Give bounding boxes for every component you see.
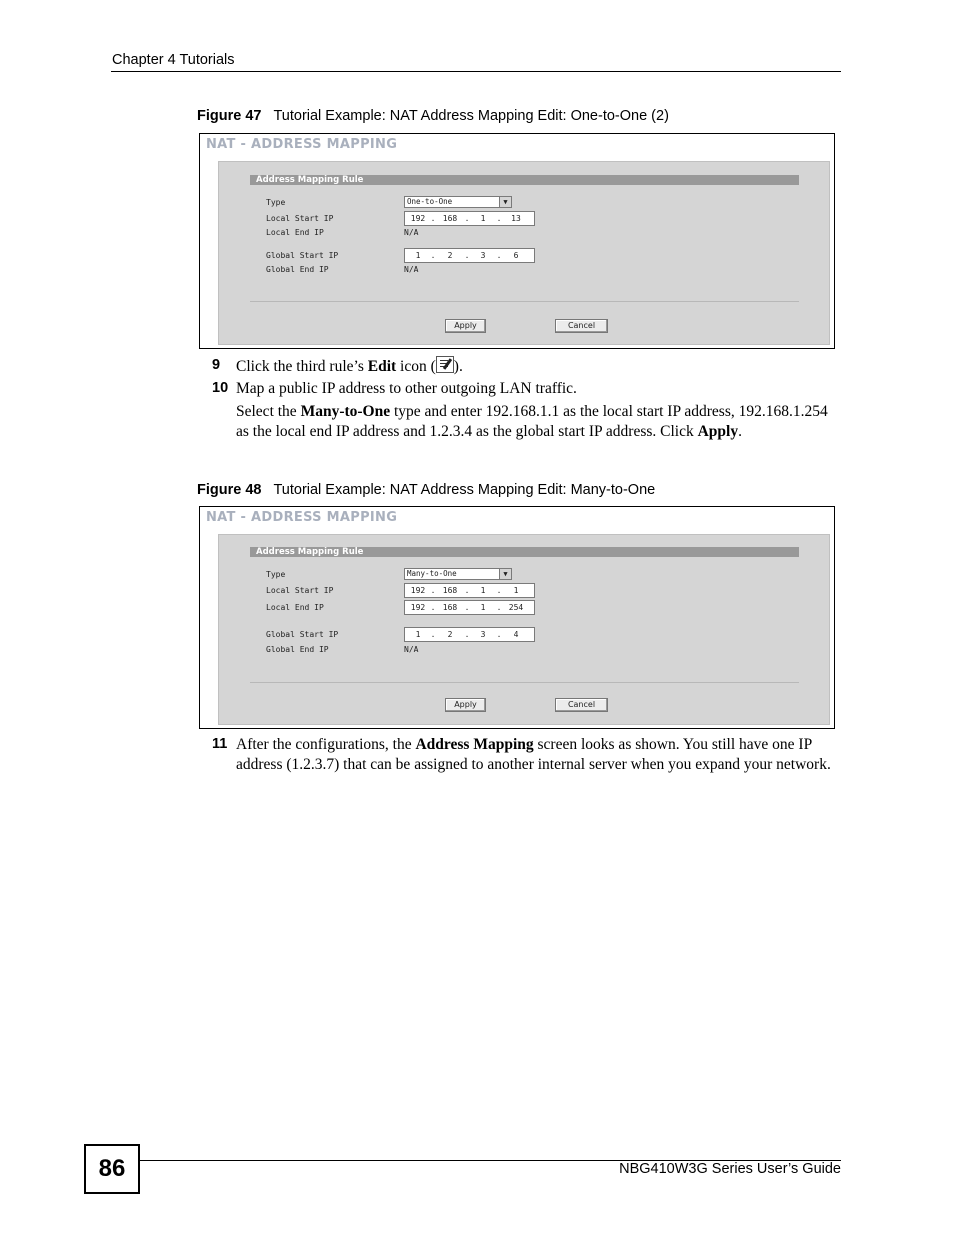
header-rule <box>111 71 841 72</box>
figure-47-screenshot <box>199 133 835 349</box>
ip-dot: . <box>496 630 502 639</box>
local-start-ip-field[interactable] <box>404 583 535 598</box>
global-start-ip-field[interactable] <box>404 248 535 263</box>
ip-dot: . <box>464 630 470 639</box>
ip-octet-2[interactable]: 2 <box>447 251 453 260</box>
figure-48-screenshot <box>199 506 835 729</box>
type-select-value: One-to-One <box>407 197 453 206</box>
divider <box>250 682 799 683</box>
global-end-value: N/A <box>404 265 419 274</box>
ip-octet-1[interactable]: 192 <box>410 603 426 612</box>
divider <box>250 301 799 302</box>
step-10-many-to-one: Many-to-One <box>300 403 391 420</box>
ip-octet-1[interactable]: 1 <box>415 630 421 639</box>
step-11-text <box>236 735 841 775</box>
ip-dot: . <box>464 586 470 595</box>
figure-47-caption-text: Tutorial Example: NAT Address Mapping Edit: One-to-One (2) <box>273 108 669 124</box>
ip-dot: . <box>496 586 502 595</box>
step-10-text: Map a public IP address to other outgoing LAN traffic. <box>236 380 577 397</box>
ip-octet-2[interactable]: 168 <box>442 603 458 612</box>
figure-47-caption <box>197 108 669 124</box>
ip-dot: . <box>430 603 436 612</box>
step-10-number: 10 <box>212 380 229 396</box>
screen-title: NAT - ADDRESS MAPPING <box>206 137 398 152</box>
chevron-down-icon[interactable]: ▼ <box>499 197 511 207</box>
ip-octet-3[interactable]: 1 <box>480 214 486 223</box>
global-end-label: Global End IP <box>266 645 329 654</box>
apply-button[interactable]: Apply <box>445 319 486 333</box>
step-11-number: 11 <box>212 736 228 752</box>
local-end-label: Local End IP <box>266 603 324 612</box>
apply-button[interactable]: Apply <box>445 698 486 712</box>
mapping-panel <box>218 161 830 345</box>
ip-dot: . <box>430 630 436 639</box>
guide-title: NBG410W3G Series User’s Guide <box>619 1161 841 1177</box>
ip-dot: . <box>464 214 470 223</box>
step-10-paragraph-a: Select the <box>236 403 301 420</box>
screen-title: NAT - ADDRESS MAPPING <box>206 510 398 525</box>
step-9-text-a: Click the third rule’s <box>236 358 368 375</box>
local-end-value: N/A <box>404 228 419 237</box>
type-select[interactable] <box>404 196 512 208</box>
ip-octet-2[interactable]: 168 <box>442 214 458 223</box>
figure-47-label: Figure 47 <box>197 108 262 124</box>
step-10-apply-word: Apply <box>697 423 739 440</box>
ip-octet-2[interactable]: 2 <box>447 630 453 639</box>
ip-octet-3[interactable]: 1 <box>480 586 486 595</box>
ip-octet-4[interactable]: 6 <box>513 251 519 260</box>
figure-48-caption-text: Tutorial Example: NAT Address Mapping Edit: Many-to-One <box>273 482 656 498</box>
step-9-text <box>236 356 841 377</box>
step-11-address-mapping: Address Mapping <box>415 736 534 753</box>
ip-octet-4[interactable]: 254 <box>508 603 524 612</box>
figure-48-label: Figure 48 <box>197 482 262 498</box>
type-label: Type <box>266 570 286 579</box>
figure-48-caption <box>197 482 655 498</box>
cancel-button[interactable]: Cancel <box>555 698 608 712</box>
ip-octet-1[interactable]: 192 <box>410 214 426 223</box>
local-end-ip-field[interactable] <box>404 600 535 615</box>
local-start-label: Local Start IP <box>266 214 334 223</box>
ip-dot: . <box>430 214 436 223</box>
ip-octet-4[interactable]: 1 <box>513 586 519 595</box>
ip-octet-1[interactable]: 192 <box>410 586 426 595</box>
ip-octet-3[interactable]: 3 <box>480 630 486 639</box>
ip-octet-3[interactable]: 3 <box>480 251 486 260</box>
page-number: 86 <box>84 1144 140 1194</box>
step-11-text-a: After the configurations, the <box>236 736 416 753</box>
type-select-value: Many-to-One <box>407 569 457 578</box>
step-9-text-c: icon ( <box>396 358 436 375</box>
ip-dot: . <box>496 251 502 260</box>
ip-dot: . <box>496 603 502 612</box>
step-9-edit-word: Edit <box>367 358 397 375</box>
ip-octet-3[interactable]: 1 <box>480 603 486 612</box>
ip-dot: . <box>464 251 470 260</box>
local-end-label: Local End IP <box>266 228 324 237</box>
ip-dot: . <box>430 251 436 260</box>
global-start-label: Global Start IP <box>266 251 339 260</box>
global-end-label: Global End IP <box>266 265 329 274</box>
step-10-paragraph-e: . <box>738 423 742 440</box>
step-9-text-d: ). <box>453 358 463 375</box>
type-label: Type <box>266 198 286 207</box>
local-start-label: Local Start IP <box>266 586 334 595</box>
cancel-button[interactable]: Cancel <box>555 319 608 333</box>
section-header: Address Mapping Rule <box>250 175 799 185</box>
step-10-paragraph <box>236 402 841 442</box>
edit-icon <box>436 356 454 373</box>
global-start-label: Global Start IP <box>266 630 339 639</box>
type-select[interactable] <box>404 568 512 580</box>
chapter-header: Chapter 4 Tutorials <box>112 52 235 68</box>
global-end-value: N/A <box>404 645 419 654</box>
chevron-down-icon[interactable]: ▼ <box>499 569 511 579</box>
step-9-number: 9 <box>212 357 221 373</box>
section-header: Address Mapping Rule <box>250 547 799 557</box>
ip-octet-4[interactable]: 4 <box>513 630 519 639</box>
ip-dot: . <box>430 586 436 595</box>
step-10-paragraph-c: type and enter 192.168.1.1 as the local start IP address, 192.168.1.254 as the local end IP address and 1.2.3.4 as the global start IP address. Click <box>236 403 828 440</box>
local-start-ip-field[interactable] <box>404 211 535 226</box>
ip-octet-2[interactable]: 168 <box>442 586 458 595</box>
mapping-panel <box>218 534 830 725</box>
ip-dot: . <box>496 214 502 223</box>
global-start-ip-field[interactable] <box>404 627 535 642</box>
ip-octet-1[interactable]: 1 <box>415 251 421 260</box>
ip-octet-4[interactable]: 13 <box>511 214 521 223</box>
step-11-text-c: screen looks as shown. You still have one IP address (1.2.3.7) that can be assigned to another internal server when you expand your network. <box>236 736 831 773</box>
ip-dot: . <box>464 603 470 612</box>
